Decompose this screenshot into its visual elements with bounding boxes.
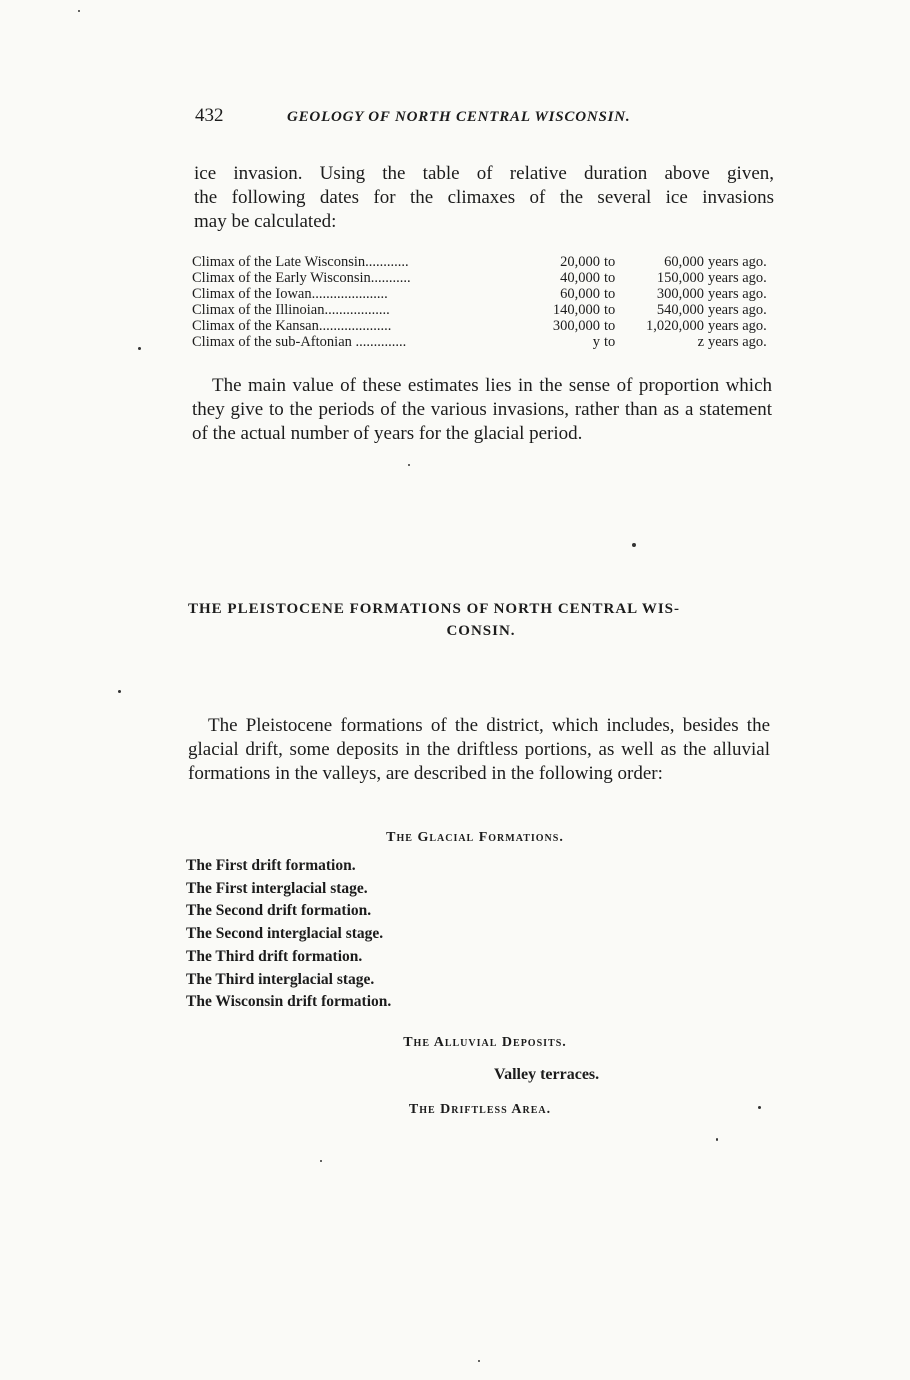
table-row <box>192 254 777 270</box>
climax-upper: 540,000 <box>656 302 704 318</box>
intro-line: the following dates for the climaxes of the several ice invasions <box>194 187 774 208</box>
climax-to: to <box>604 318 616 334</box>
list-item: The First interglacial stage. <box>186 879 368 897</box>
climax-from: 60,000 <box>560 286 600 302</box>
driftless-area-heading: The Driftless Area. <box>408 1102 552 1117</box>
alluvial-deposits-heading: The Alluvial Deposits. <box>403 1035 567 1050</box>
table-row <box>192 286 777 302</box>
page-number: 432 <box>195 105 224 126</box>
glacial-formations-list <box>186 855 391 1014</box>
climax-label: Climax of the Iowan..................... <box>192 286 388 302</box>
scan-speck <box>118 690 121 693</box>
estimate-paragraph: The main value of these estimates lies in the sense of proportion which they give to the periods of the various invasions, rather than as a statement of the actual number of years for the glacial period. <box>192 375 772 444</box>
climax-upper: z <box>697 334 704 350</box>
scan-speck <box>78 10 80 12</box>
climax-upper: 300,000 <box>656 286 704 302</box>
scan-speck <box>758 1106 761 1109</box>
climax-tail: years ago. <box>708 270 767 286</box>
scan-speck <box>716 1138 718 1141</box>
climax-tail: years ago. <box>708 302 767 318</box>
list-item: The Wisconsin drift formation. <box>186 993 392 1011</box>
table-row <box>192 270 777 286</box>
climax-tail: years ago. <box>708 286 767 302</box>
climax-tail: years ago. <box>708 318 767 334</box>
climax-from: y <box>592 334 600 350</box>
intro-paragraph <box>194 162 774 234</box>
page-header <box>195 105 695 135</box>
scan-speck <box>320 1160 322 1162</box>
climax-to: to <box>604 286 616 302</box>
climax-to: to <box>604 254 616 270</box>
climax-label: Climax of the Illinoian.................. <box>192 302 390 318</box>
table-row <box>192 318 777 334</box>
running-title: GEOLOGY OF NORTH CENTRAL WISCONSIN. <box>287 109 631 125</box>
list-item: The Third interglacial stage. <box>186 970 375 988</box>
climax-from: 20,000 <box>560 254 600 270</box>
climax-upper: 1,020,000 <box>646 318 704 334</box>
climax-from: 300,000 <box>552 318 600 334</box>
list-item: The Third drift formation. <box>186 947 363 965</box>
table-row <box>192 334 777 350</box>
climax-from: 140,000 <box>552 302 600 318</box>
glacial-formations-heading: The Glacial Formations. <box>386 830 564 845</box>
intro-line: ice invasion. Using the table of relative duration above given, <box>194 163 774 184</box>
climax-from: 40,000 <box>560 270 600 286</box>
climax-to: to <box>604 302 616 318</box>
formations-paragraph: The Pleistocene formations of the district, which includes, besides the glacial drift, some deposits in the driftless portions, as well as the alluvial formations in the valleys, are described in the following order: <box>188 715 770 784</box>
intro-line: may be calculated: <box>194 211 337 232</box>
climax-dates-table <box>192 254 777 350</box>
climax-to: to <box>604 334 616 350</box>
climax-tail: years ago. <box>708 254 767 270</box>
climax-label: Climax of the Kansan.................... <box>192 318 392 334</box>
section-heading-line: THE PLEISTOCENE FORMATIONS OF NORTH CENTRAL WIS- <box>188 601 681 617</box>
list-item: The Second drift formation. <box>186 902 372 920</box>
climax-to: to <box>604 270 616 286</box>
list-item: The First drift formation. <box>186 857 356 874</box>
section-heading <box>186 598 776 642</box>
table-row <box>192 302 777 318</box>
list-item: Valley terraces. <box>494 1066 600 1083</box>
climax-upper: 60,000 <box>664 254 704 270</box>
climax-label: Climax of the sub-Aftonian .............. <box>192 334 407 350</box>
scan-speck <box>478 1360 480 1362</box>
section-heading-line: CONSIN. <box>446 623 516 639</box>
scan-speck <box>632 543 636 547</box>
list-item: The Second interglacial stage. <box>186 925 384 943</box>
climax-upper: 150,000 <box>656 270 704 286</box>
climax-label: Climax of the Early Wisconsin........... <box>192 270 411 286</box>
scan-speck <box>138 347 141 350</box>
climax-label: Climax of the Late Wisconsin............ <box>192 254 409 270</box>
scan-speck <box>408 464 410 466</box>
climax-tail: years ago. <box>708 334 767 350</box>
